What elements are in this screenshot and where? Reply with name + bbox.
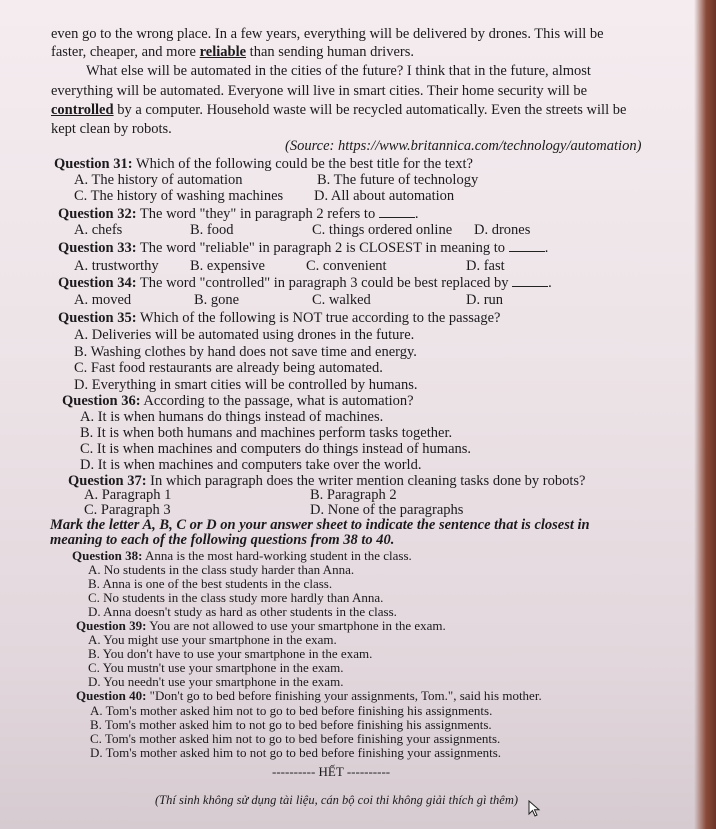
- question-36: Question 36: According to the passage, what is automation?: [62, 393, 414, 409]
- q32-option-a: A. chefs: [74, 222, 123, 238]
- q31-option-b: B. The future of technology: [317, 172, 479, 188]
- question-38: Question 38: Anna is the most hard-working student in the class.: [72, 548, 412, 563]
- q33-option-c: C. convenient: [306, 258, 387, 274]
- q31-option-a: A. The history of automation: [74, 172, 243, 188]
- q35-option-c: C. Fast food restaurants are already being automated.: [74, 360, 383, 376]
- q36-option-b: B. It is when both humans and machines perform tasks together.: [80, 425, 453, 441]
- q37-option-d: D. None of the paragraphs: [310, 502, 464, 518]
- question-39: Question 39: You are not allowed to use your smartphone in the exam.: [76, 618, 446, 633]
- passage-line-5: controlled by a computer. Household waste will be recycled automatically. Even the streets will be: [51, 102, 627, 118]
- passage-line-1: even go to the wrong place. In a few years, everything will be delivered by drones. This will be: [51, 26, 604, 42]
- source-citation: (Source: https://www.britannica.com/technology/automation): [285, 138, 642, 154]
- q39-option-d: D. You needn't use your smartphone in the exam.: [88, 674, 344, 689]
- q36-option-a: A. It is when humans do things instead of machines.: [80, 409, 384, 425]
- q40-option-a: A. Tom's mother asked him not to go to bed before finishing his assignments.: [90, 703, 493, 718]
- q36-option-d: D. It is when machines and computers take over the world.: [80, 457, 422, 473]
- q40-option-b: B. Tom's mother asked him to not go to bed before finishing his assignments.: [90, 717, 492, 732]
- question-34: Question 34: The word "controlled" in paragraph 3 could be best replaced by .: [58, 275, 552, 291]
- q35-option-a: A. Deliveries will be automated using drones in the future.: [74, 327, 415, 343]
- q36-option-c: C. It is when machines and computers do things instead of humans.: [80, 441, 472, 457]
- q38-option-a: A. No students in the class study harder than Anna.: [88, 562, 355, 577]
- q39-option-b: B. You don't have to use your smartphone in the exam.: [88, 646, 373, 661]
- question-37: Question 37: In which paragraph does the writer mention cleaning tasks done by robots?: [68, 473, 586, 489]
- question-33: Question 33: The word "reliable" in paragraph 2 is CLOSEST in meaning to .: [58, 240, 549, 256]
- q38-option-d: D. Anna doesn't study as hard as other students in the class.: [88, 604, 397, 619]
- q35-option-b: B. Washing clothes by hand does not save time and energy.: [74, 344, 417, 360]
- question-35: Question 35: Which of the following is NOT true according to the passage?: [58, 310, 501, 326]
- page-edge-shadow: [694, 0, 716, 829]
- q37-option-c: C. Paragraph 3: [84, 502, 171, 518]
- q32-option-d: D. drones: [474, 222, 531, 238]
- q40-option-c: C. Tom's mother asked him not to go to bed before finishing your assignments.: [90, 731, 501, 746]
- q35-option-d: D. Everything in smart cities will be controlled by humans.: [74, 377, 418, 393]
- q31-option-c: C. The history of washing machines: [74, 188, 284, 204]
- q34-option-b: B. gone: [194, 292, 240, 308]
- q37-option-b: B. Paragraph 2: [310, 487, 397, 503]
- underlined-word-reliable: reliable: [199, 44, 247, 60]
- q33-option-b: B. expensive: [190, 258, 265, 274]
- q40-option-d: D. Tom's mother asked him to not go to bed before finishing your assignments.: [90, 745, 502, 760]
- mouse-pointer-icon: [528, 800, 542, 818]
- question-40: Question 40: "Don't go to bed before finishing your assignments, Tom.", said his mother.: [76, 688, 542, 703]
- q33-option-a: A. trustworthy: [74, 258, 159, 274]
- q34-option-d: D. run: [466, 292, 504, 308]
- end-marker: ---------- HẾT ----------: [272, 764, 391, 779]
- q32-option-b: B. food: [190, 222, 234, 238]
- passage-line-4: everything will be automated. Everyone will live in smart cities. Their home security will be: [51, 83, 588, 99]
- underlined-word-controlled: controlled: [51, 102, 114, 118]
- q34-option-a: A. moved: [74, 292, 132, 308]
- passage-line-6: kept clean by robots.: [51, 121, 172, 137]
- q39-option-c: C. You mustn't use your smartphone in the exam.: [88, 660, 344, 675]
- q34-option-c: C. walked: [312, 292, 371, 308]
- q32-option-c: C. things ordered online: [312, 222, 453, 238]
- q38-option-c: C. No students in the class study more hardly than Anna.: [88, 590, 384, 605]
- question-32: Question 32: The word "they" in paragraph 2 refers to .: [58, 206, 419, 222]
- q39-option-a: A. You might use your smartphone in the exam.: [88, 632, 337, 647]
- q38-option-b: B. Anna is one of the best students in the class.: [88, 576, 333, 591]
- passage-line-2: faster, cheaper, and more reliable than sending human drivers.: [51, 44, 414, 60]
- footer-note: (Thí sinh không sử dụng tài liệu, cán bộ coi thi không giải thích gì thêm): [155, 793, 519, 807]
- q33-option-d: D. fast: [466, 258, 505, 274]
- passage-line-3: What else will be automated in the cities of the future? I think that in the future, almost: [86, 63, 591, 79]
- q31-option-d: D. All about automation: [314, 188, 455, 204]
- q37-option-a: A. Paragraph 1: [84, 487, 172, 503]
- instruction-line-2: meaning to each of the following questions from 38 to 40.: [50, 532, 395, 548]
- question-31: Question 31: Which of the following could be the best title for the text?: [54, 156, 473, 172]
- instruction-line-1: Mark the letter A, B, C or D on your answer sheet to indicate the sentence that is closest in: [50, 517, 590, 533]
